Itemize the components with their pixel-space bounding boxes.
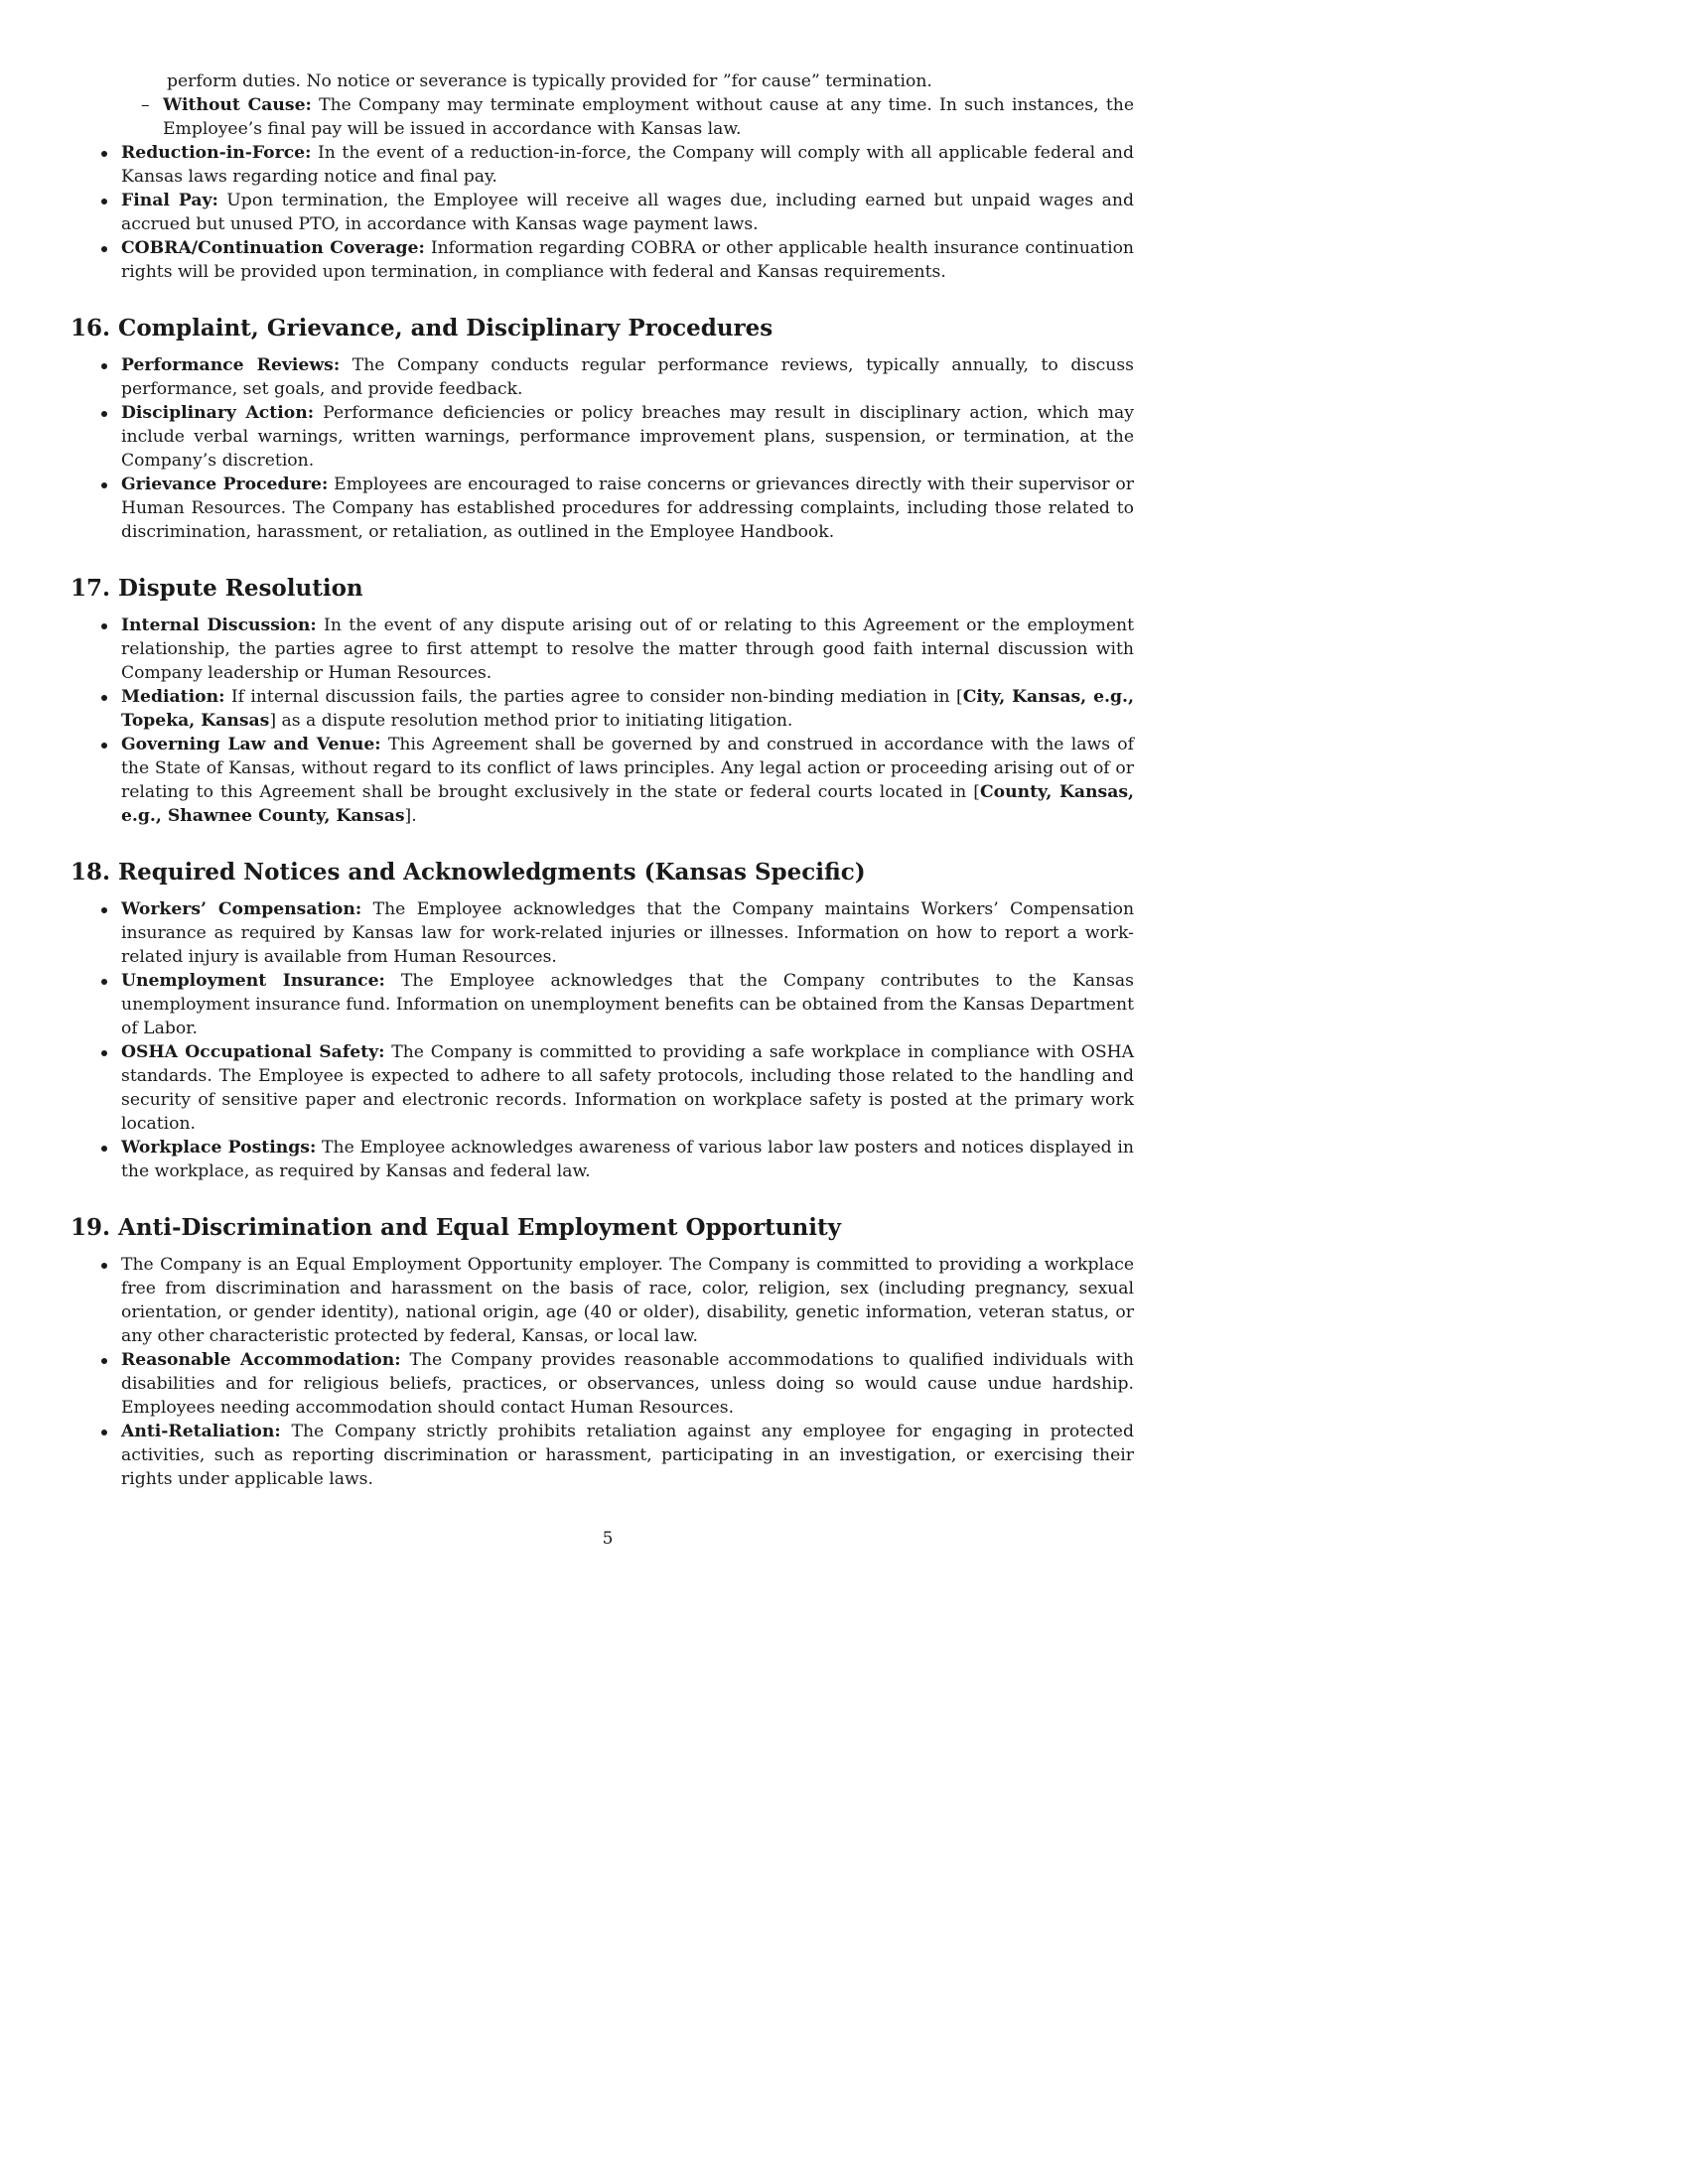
item-text: The Company conducts regular performance reviews, typically annually, to discuss performance, set goals, and provide feedback. — [121, 355, 1134, 399]
list-item — [95, 353, 1134, 401]
section-18-list — [95, 897, 1134, 1183]
section-19-list — [95, 1253, 1134, 1491]
item-label: Anti-Retaliation: — [121, 1422, 281, 1441]
section-17-heading: 17. Dispute Resolution — [70, 575, 363, 602]
list-item — [95, 1136, 1134, 1183]
item-label: COBRA/Continuation Coverage: — [121, 238, 425, 258]
item-text: ] as a dispute resolution method prior to initiating litigation. — [269, 711, 793, 731]
list-item — [95, 685, 1134, 733]
item-label: Grievance Procedure: — [121, 475, 329, 494]
item-text: In the event of any dispute arising out of or relating to this Agreement or the employment relationship, the parties agree to first attempt to resolve the matter through good faith internal discussion with Company leadership or Human Resources. — [121, 615, 1134, 683]
item-label: Workplace Postings: — [121, 1138, 317, 1158]
item-label: Governing Law and Venue: — [121, 735, 381, 754]
item-text: Information regarding COBRA or other applicable health insurance continuation rights will be provided upon termination, in compliance with federal and Kansas requirements. — [121, 238, 1134, 282]
list-item — [95, 1348, 1134, 1420]
item-text: The Company provides reasonable accommodations to qualified individuals with disabilities and for religious beliefs, practices, or observances, unless doing so would cause undue hardship. Employees needing accommodation should contact Human Resources. — [121, 1350, 1135, 1418]
county-placeholder: County, Kansas, e.g., Shawnee County, Kansas — [121, 782, 1134, 826]
list-item — [95, 473, 1134, 544]
section-18-heading: 18. Required Notices and Acknowledgments (Kansas Specific) — [70, 859, 866, 886]
item-text: The Employee acknowledges that the Company contributes to the Kansas unemployment insurance fund. Information on unemployment benefits can be obtained from the Kansas Department of Labor. — [121, 971, 1134, 1038]
item-label: Final Pay: — [121, 191, 218, 210]
item-label: Mediation: — [121, 687, 225, 707]
eeo-text: The Company is an Equal Employment Opportunity employer. The Company is committed to providing a workplace free from discrimination and harassment on the basis of race, color, religion, sex (including pregnancy, sexual orientation, or gender identity), national origin, age (40 or older), disability, genetic information, veteran status, or any other characteristic protected by federal, Kansas, or local law. — [121, 1255, 1134, 1346]
item-label: Workers’ Compensation: — [121, 899, 362, 919]
list-item — [95, 1420, 1134, 1491]
termination-list — [95, 141, 1134, 284]
item-text: The Employee acknowledges that the Company maintains Workers’ Compensation insurance as required by Kansas law for work-related injuries or illnesses. Information on how to report a work-related injury is available from Human Resources. — [121, 899, 1135, 967]
without-cause-text: The Company may terminate employment without cause at any time. In such instances, the Employee’s final pay will be issued in accordance with Kansas law. — [163, 95, 1135, 139]
list-item — [95, 236, 1134, 284]
item-label: Reasonable Accommodation: — [121, 1350, 401, 1370]
item-text: Upon termination, the Employee will receive all wages due, including earned but unpaid wages and accrued but unused PTO, in accordance with Kansas wage payment laws. — [121, 191, 1134, 234]
section-16-heading: 16. Complaint, Grievance, and Disciplinary Procedures — [70, 315, 774, 341]
page-number: 5 — [602, 1529, 614, 1549]
item-text: The Company strictly prohibits retaliation against any employee for engaging in protected activities, such as reporting discrimination or harassment, participating in an investigation, or exercising their rights under applicable laws. — [121, 1422, 1134, 1489]
without-cause-label: Without Cause: — [163, 95, 312, 115]
item-text: The Employee acknowledges awareness of various labor law posters and notices displayed in the workplace, as required by Kansas and federal law. — [121, 1138, 1134, 1181]
item-text: Employees are encouraged to raise concerns or grievances directly with their supervisor or Human Resources. The Company has established procedures for addressing complaints, including those related to discrimination, harassment, or retaliation, as outlined in the Employee Handbook. — [121, 475, 1134, 542]
item-label: Disciplinary Action: — [121, 403, 315, 423]
item-label: Performance Reviews: — [121, 355, 341, 375]
list-item — [95, 401, 1134, 473]
list-item — [95, 1253, 1134, 1348]
item-label: Reduction-in-Force: — [121, 143, 312, 163]
for-cause-continuation: perform duties. No notice or severance is typically provided for ”for cause” termination. — [167, 71, 932, 91]
section-17-list — [95, 614, 1134, 828]
list-item — [95, 897, 1134, 969]
item-text: This Agreement shall be governed by and construed in accordance with the laws of the State of Kansas, without regard to its conflict of laws principles. Any legal action or proceeding arising out of or relating to this Agreement shall be brought exclusively in the state or federal courts located in [ — [121, 735, 1134, 802]
city-placeholder: City, Kansas, e.g., Topeka, Kansas — [121, 687, 1134, 731]
section-16-list — [95, 353, 1134, 544]
section-19-heading: 19. Anti-Discrimination and Equal Employment Opportunity — [70, 1214, 841, 1241]
item-label: Internal Discussion: — [121, 615, 317, 635]
item-text: In the event of a reduction-in-force, the Company will comply with all applicable federal and Kansas laws regarding notice and final pay. — [121, 143, 1134, 187]
item-text: ]. — [404, 806, 417, 826]
list-item — [95, 1040, 1134, 1136]
item-label: Unemployment Insurance: — [121, 971, 385, 991]
list-item — [95, 969, 1134, 1040]
list-item — [95, 141, 1134, 189]
list-item — [95, 733, 1134, 828]
document-page — [70, 69, 1135, 1491]
item-text: If internal discussion fails, the parties agree to consider non-binding mediation in [ — [230, 687, 963, 707]
list-item — [95, 614, 1134, 685]
item-label: OSHA Occupational Safety: — [121, 1042, 385, 1062]
list-item — [95, 189, 1134, 236]
item-text: Performance deficiencies or policy breaches may result in disciplinary action, which may include verbal warnings, written warnings, performance improvement plans, suspension, or termination, at the Company’s discretion. — [121, 403, 1135, 471]
without-cause-item — [141, 93, 1134, 141]
item-text: The Company is committed to providing a safe workplace in compliance with OSHA standards. The Employee is expected to adhere to all safety protocols, including those related to the handling and security of sensitive paper and electronic records. Information on workplace safety is posted at the primary work location. — [121, 1042, 1135, 1134]
termination-sublist — [95, 93, 1134, 141]
